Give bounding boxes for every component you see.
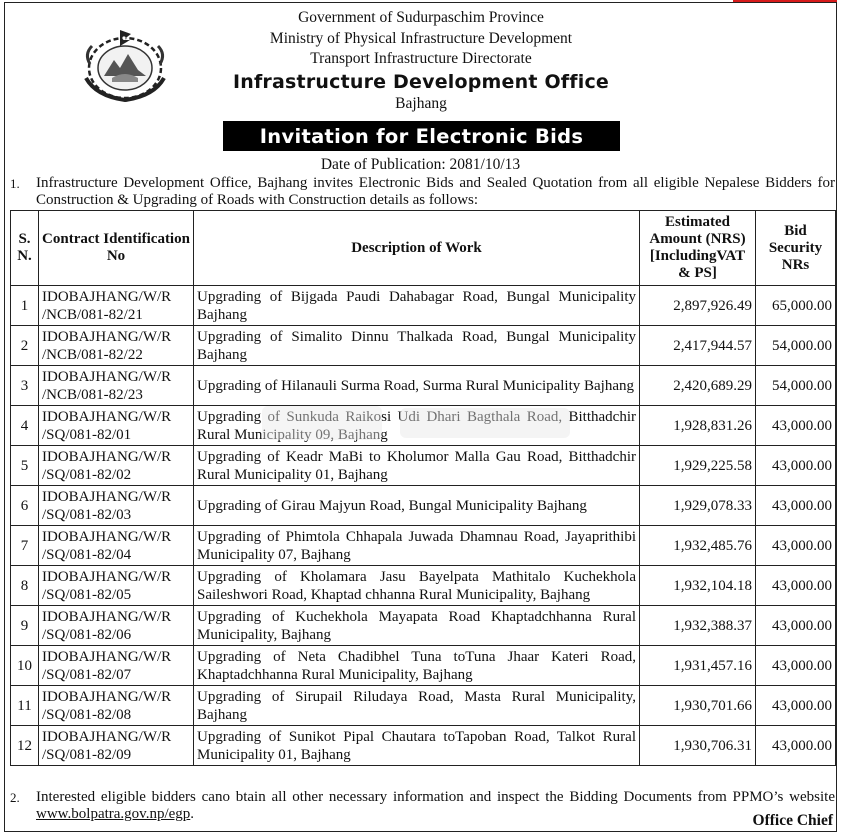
row-amount: 1,930,706.31 — [640, 726, 756, 766]
row-contract-id: IDOBAJHANG/W/R /SQ/081-82/05 — [39, 566, 194, 606]
row-sn: 12 — [11, 726, 39, 766]
row-description: Upgrading of Sunikot Pipal Chautara toTapoban Road, Talkot Rural Municipality 01, Bajhang — [194, 726, 640, 766]
note-2-body: Interested eligible bidders cano btain all other necessary information and inspect the Bidding Documents from PPMO’s website www.bolpatra.gov.np/egp. — [36, 789, 835, 822]
note-2-text: Interested eligible bidders cano btain all other necessary information and inspect the Bidding Documents from PPMO’s website — [36, 789, 835, 805]
publication-date: Date of Publication: 2081/10/13 — [320, 156, 521, 173]
table-row — [11, 486, 836, 526]
header-bid-security: Bid Security NRs — [756, 211, 836, 286]
row-description: Upgrading of Sunkuda Raikosi Udi Dhari Bagthala Road, Bitthadchir Rural Municipality 09, Bajhang — [194, 406, 640, 446]
row-security: 43,000.00 — [756, 446, 836, 486]
row-security: 43,000.00 — [756, 406, 836, 446]
row-security: 43,000.00 — [756, 566, 836, 606]
row-contract-id: IDOBAJHANG/W/R /SQ/081-82/04 — [39, 526, 194, 566]
bolpatra-link[interactable]: www.bolpatra.gov.np/egp — [36, 806, 191, 822]
row-contract-id: IDOBAJHANG/W/R /SQ/081-82/06 — [39, 606, 194, 646]
row-description: Upgrading of Neta Chadibhel Tuna toTuna Jhaar Kateri Road, Khaptadchhanna Rural Municipality, Bajhang — [194, 646, 640, 686]
row-contract-id: IDOBAJHANG/W/R /NCB/081-82/22 — [39, 326, 194, 366]
note-2-number: 2. — [10, 790, 20, 805]
row-security: 65,000.00 — [756, 286, 836, 326]
row-description: Upgrading of Keadr MaBi to Kholumor Malla Gau Road, Bitthadchir Rural Municipality 01, Bajhang — [194, 446, 640, 486]
signature-office-chief: Office Chief — [752, 812, 833, 829]
row-description: Upgrading of Simalito Dinnu Thalkada Road, Bungal Municipality Bajhang — [194, 326, 640, 366]
nepal-emblem-icon — [76, 20, 174, 106]
note-1-number: 1. — [10, 176, 20, 191]
row-description: Upgrading of Girau Majyun Road, Bungal Municipality Bajhang — [194, 486, 640, 526]
table-header-row — [11, 211, 836, 286]
row-amount: 1,930,701.66 — [640, 686, 756, 726]
row-sn: 6 — [11, 486, 39, 526]
table-row — [11, 526, 836, 566]
row-amount: 2,417,944.57 — [640, 326, 756, 366]
row-description: Upgrading of Kholamara Jasu Bayelpata Mathitalo Kuchekhola Saileshwori Road, Khaptad chhanna Rural Municipality, Bajhang — [194, 566, 640, 606]
table-row — [11, 446, 836, 486]
header-contract-id: Contract Identification No — [39, 211, 194, 286]
row-contract-id: IDOBAJHANG/W/R /NCB/081-82/23 — [39, 366, 194, 406]
row-sn: 4 — [11, 406, 39, 446]
notice-title-banner: Invitation for Electronic Bids — [223, 121, 620, 151]
row-amount: 2,897,926.49 — [640, 286, 756, 326]
row-sn: 3 — [11, 366, 39, 406]
row-sn: 11 — [11, 686, 39, 726]
row-amount: 1,932,388.37 — [640, 606, 756, 646]
row-contract-id: IDOBAJHANG/W/R /SQ/081-82/08 — [39, 686, 194, 726]
row-sn: 7 — [11, 526, 39, 566]
row-sn: 10 — [11, 646, 39, 686]
row-security: 54,000.00 — [756, 366, 836, 406]
table-row — [11, 606, 836, 646]
row-description: Upgrading of Phimtola Chhapala Juwada Dhamnau Road, Jayaprithibi Municipality 07, Bajhang — [194, 526, 640, 566]
row-contract-id: IDOBAJHANG/W/R /SQ/081-82/02 — [39, 446, 194, 486]
row-security: 43,000.00 — [756, 526, 836, 566]
row-description: Upgrading of Hilanauli Surma Road, Surma Rural Municipality Bajhang — [194, 366, 640, 406]
row-sn: 2 — [11, 326, 39, 366]
office-name: Infrastructure Development Office — [232, 70, 610, 93]
row-contract-id: IDOBAJHANG/W/R /SQ/081-82/03 — [39, 486, 194, 526]
row-contract-id: IDOBAJHANG/W/R /SQ/081-82/07 — [39, 646, 194, 686]
row-description: Upgrading of Bijgada Paudi Dahabagar Road, Bungal Municipality Bajhang — [194, 286, 640, 326]
header-sn: S. N. — [11, 211, 39, 286]
row-sn: 9 — [11, 606, 39, 646]
table-row — [11, 286, 836, 326]
table-row — [11, 726, 836, 766]
row-sn: 8 — [11, 566, 39, 606]
office-location: Bajhang — [395, 94, 447, 112]
table-row — [11, 566, 836, 606]
header-description: Description of Work — [194, 211, 640, 286]
row-security: 54,000.00 — [756, 326, 836, 366]
row-contract-id: IDOBAJHANG/W/R /NCB/081-82/21 — [39, 286, 194, 326]
row-amount: 1,931,457.16 — [640, 646, 756, 686]
table-row — [11, 646, 836, 686]
bids-table — [10, 210, 836, 766]
government-line: Government of Sudurpaschim Province — [298, 9, 544, 26]
row-amount: 2,420,689.29 — [640, 366, 756, 406]
ministry-line: Ministry of Physical Infrastructure Development — [269, 29, 573, 47]
table-row — [11, 326, 836, 366]
row-amount: 1,928,831.26 — [640, 406, 756, 446]
row-sn: 1 — [11, 286, 39, 326]
row-security: 43,000.00 — [756, 606, 836, 646]
row-security: 43,000.00 — [756, 686, 836, 726]
row-security: 43,000.00 — [756, 486, 836, 526]
row-contract-id: IDOBAJHANG/W/R /SQ/081-82/09 — [39, 726, 194, 766]
note-1-text: Infrastructure Development Office, Bajhang invites Electronic Bids and Sealed Quotation from all eligible Nepalese Bidders for Construction & Upgrading of Roads with Construction details as follows: — [36, 175, 835, 208]
directorate-line: Transport Infrastructure Directorate — [310, 50, 532, 67]
row-amount: 1,932,485.76 — [640, 526, 756, 566]
row-contract-id: IDOBAJHANG/W/R /SQ/081-82/01 — [39, 406, 194, 446]
office-header — [190, 8, 652, 114]
row-security: 43,000.00 — [756, 726, 836, 766]
row-security: 43,000.00 — [756, 646, 836, 686]
row-amount: 1,932,104.18 — [640, 566, 756, 606]
table-row — [11, 366, 836, 406]
table-row — [11, 686, 836, 726]
row-amount: 1,929,225.58 — [640, 446, 756, 486]
row-amount: 1,929,078.33 — [640, 486, 756, 526]
table-row — [11, 406, 836, 446]
row-description: Upgrading of Sirupail Riludaya Road, Masta Rural Municipality, Bajhang — [194, 686, 640, 726]
header-estimated-amount: Estimated Amount (NRS) [IncludingVAT & PS] — [640, 211, 756, 286]
row-sn: 5 — [11, 446, 39, 486]
row-description: Upgrading of Kuchekhola Mayapata Road Khaptadchhanna Rural Municipality, Bajhang — [194, 606, 640, 646]
